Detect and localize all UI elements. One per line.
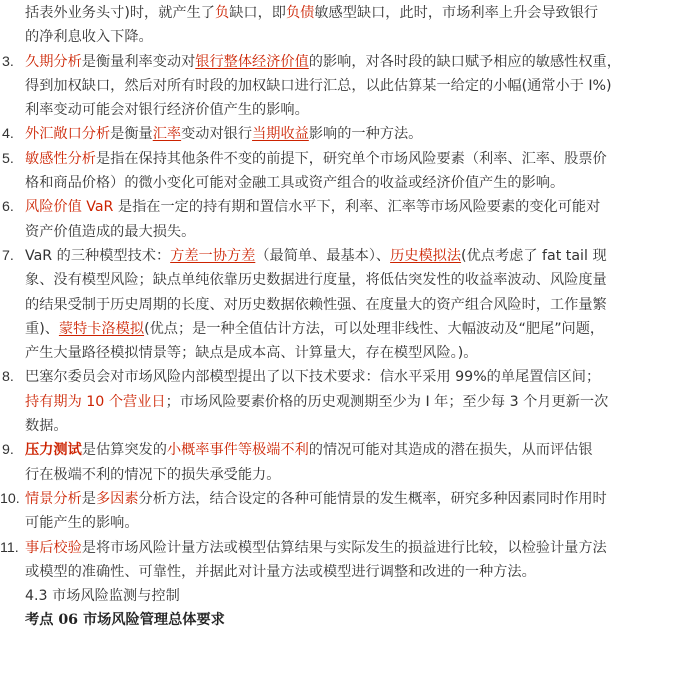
highlight-term: 负	[214, 5, 230, 21]
list-item	[0, 195, 678, 244]
item-text: 是估算突发的	[81, 442, 167, 459]
item-text: (优点；是一种全值估计方法，可以处理非线性、大幅波动及“肥尾”问题，	[144, 320, 605, 337]
item-number: 6.	[2, 199, 14, 216]
term-highlight: 风险价值 VaR	[25, 199, 114, 216]
item-line: 得到加权缺口，然后对所有时段的加权缺口进行汇总，以此估算某一给定的小幅(通常小于 I%)	[25, 77, 612, 94]
item-line: 巴塞尔委员会对市场风险内部模型提出了以下技术要求：信水平采用 99%的单尾置信区间；	[25, 369, 601, 386]
term-link[interactable]: 银行整体经济价值	[195, 53, 309, 70]
item-line: 的结果受制于历史周期的长度、对历史数据依赖性强、在度量大的资产组合风险时，工作量繁	[25, 296, 607, 313]
item-text: 影响的一种方法。	[308, 126, 423, 143]
item-line	[25, 50, 672, 74]
item-text: 的情况可能对其造成的潜在损失，从而评估银	[308, 442, 593, 459]
item-line: 或模型的准确性、可靠性，并据此对计量方法或模型进行调整和改进的一种方法。	[25, 563, 536, 580]
highlight-term: 负债	[285, 5, 315, 21]
term-highlight: 持有期为 10 个营业日	[25, 393, 166, 410]
intro-text: 敏感型缺口，此时，市场利率上升会导致银行	[314, 5, 599, 21]
item-line: 数据。	[25, 418, 68, 435]
item-line	[25, 195, 672, 219]
item-line	[25, 317, 672, 341]
item-line	[25, 122, 672, 146]
term-highlight: 情景分析	[25, 490, 82, 507]
term-link[interactable]: 蒙特卡洛模拟	[58, 320, 145, 337]
item-number: 10.	[0, 490, 20, 507]
item-number: 3.	[2, 53, 14, 70]
document-page	[0, 1, 678, 632]
item-line	[25, 147, 672, 171]
term-link[interactable]: 当期收益	[252, 126, 309, 143]
term-link[interactable]: 历史模拟法	[390, 247, 462, 264]
item-text: VaR 的三种模型技术：	[25, 247, 171, 264]
term-highlight: 久期分析	[25, 53, 82, 70]
term-link[interactable]: 方差一协方差	[170, 247, 256, 264]
intro-text: 括表外业务头寸)时，就产生了	[25, 5, 215, 21]
item-number: 5.	[2, 150, 14, 167]
intro-line-1	[25, 1, 672, 25]
section-heading: 4.3 市场风险监测与控制	[25, 588, 180, 605]
item-text: ；市场风险要素价格的历史观测期至少为 I 年；至少每 3 个月更新一次	[165, 393, 609, 410]
item-number: 4.	[2, 126, 14, 143]
item-number: 9.	[2, 442, 14, 459]
item-text: 是将市场风险计量方法或模型估算结果与实际发生的损益进行比较，以检验计量方法	[81, 539, 607, 556]
item-number: 7.	[2, 247, 14, 264]
term-highlight: 事后校验	[25, 539, 82, 556]
item-text: 是	[81, 490, 96, 507]
term-highlight: 敏感性分析	[25, 150, 96, 167]
term-highlight: 外汇敞口分析	[25, 126, 111, 143]
item-text: 是衡量利率变动对	[81, 53, 196, 70]
intro-line-2: 的净利息收入下降。	[25, 29, 153, 46]
term-highlight: 压力测试	[25, 442, 82, 459]
kaodian-heading: 考点 06 市场风险管理总体要求	[25, 612, 225, 629]
item-line	[25, 390, 672, 414]
item-line	[25, 438, 672, 462]
item-number: 11.	[0, 539, 19, 556]
item-line: 产生大量路径模拟情景等；缺点是成本高、计算量大，存在模型风险。)。	[25, 345, 478, 362]
list-item	[0, 536, 678, 585]
list-item	[0, 122, 678, 146]
item-text: 是衡量	[110, 126, 153, 143]
item-line	[25, 536, 672, 560]
list-item	[0, 244, 678, 365]
item-text: 重)、	[25, 320, 59, 337]
term-highlight: 小概率事件等极端不利	[166, 442, 309, 459]
intro-paragraph	[0, 1, 678, 50]
item-line: 利率变动可能会对银行经济价值产生的影响。	[25, 102, 309, 119]
item-text: 是指在保持其他条件不变的前提下，研究单个市场风险要素（利率、汇率、股票价	[95, 150, 607, 167]
item-text: 是指在一定的持有期和置信水平下，利率、汇率等市场风险要素的变化可能对	[113, 199, 601, 216]
item-line: 资产价值造成的最大损失。	[25, 223, 196, 240]
item-text: （最简单、最基本）、	[255, 247, 391, 264]
term-highlight: 多因素	[95, 490, 139, 507]
item-text: 的影响，对各时段的缺口赋予相应的敏感性权重，	[308, 53, 621, 70]
list-item	[0, 365, 678, 438]
list-item	[0, 487, 678, 536]
item-line	[25, 244, 672, 268]
item-line: 格和商品价格）的微小变化可能对金融工具或资产组合的收益或经济价值产生的影响。	[25, 175, 565, 192]
item-text: 变动对银行	[181, 126, 253, 143]
item-line: 行在极端不利的情况下的损失承受能力。	[25, 466, 281, 483]
item-line	[25, 487, 672, 511]
list-item	[0, 147, 678, 196]
list-item	[0, 50, 678, 123]
item-number: 8.	[2, 369, 14, 386]
term-link[interactable]: 汇率	[152, 126, 182, 143]
intro-text: 缺口，即	[229, 5, 286, 21]
item-line: 象、没有模型风险；缺点单纯依靠历史数据进行度量，将低估突发性的收益率波动、风险度量	[25, 272, 607, 289]
item-line: 可能产生的影响。	[25, 515, 139, 532]
item-text: 分析方法，结合设定的各种可能情景的发生概率，研究多种因素同时作用时	[138, 490, 607, 507]
item-text: (优点考虑了 fat tail 现	[461, 247, 607, 264]
list-item	[0, 438, 678, 487]
